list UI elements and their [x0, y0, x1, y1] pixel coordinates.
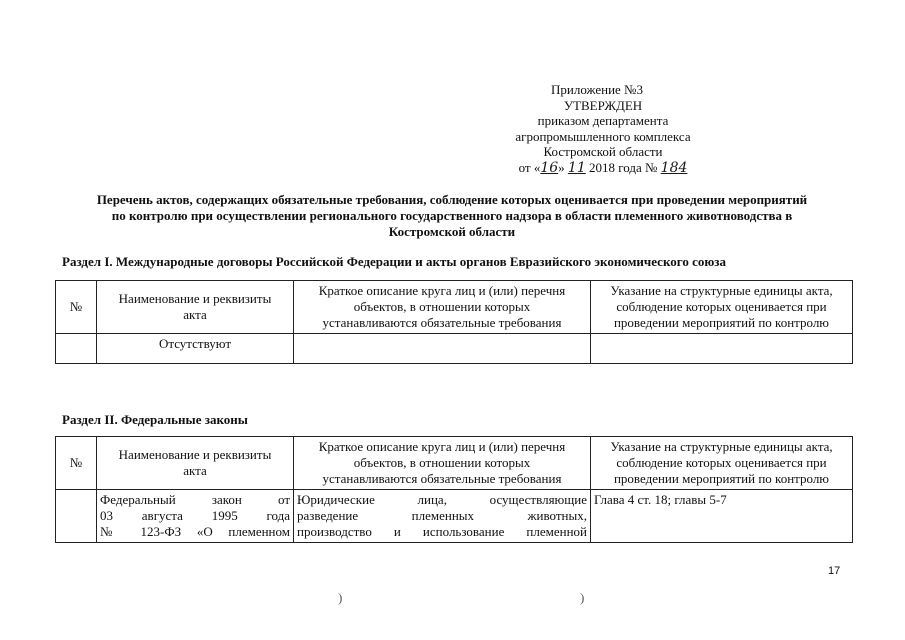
- cell-name: Отсутствуют: [97, 334, 294, 364]
- cell-desc-line-3: производство и использование племенной: [297, 524, 587, 539]
- cell-num: [56, 334, 97, 364]
- section-2-table: [55, 436, 853, 543]
- document-title: [62, 192, 842, 240]
- cell-num: [56, 490, 97, 543]
- header-desc-line-2: объектов, в отношении которых: [353, 455, 531, 470]
- order-line-2: агропромышленного комплекса: [515, 128, 691, 144]
- cell-name: [97, 490, 294, 543]
- handwritten-month: 11: [567, 159, 586, 176]
- title-line-3: Костромской области: [388, 224, 516, 239]
- header-units-line-3: проведении мероприятий по контролю: [613, 315, 830, 330]
- header-name: [97, 437, 294, 490]
- table-header-row: [56, 281, 853, 334]
- table-row: [56, 490, 853, 543]
- cell-name-line-1: Федеральный закон от: [100, 492, 290, 507]
- header-description: [294, 437, 591, 490]
- header-units-line-2: соблюдение которых оценивается при: [616, 299, 827, 314]
- handwritten-number: 184: [660, 159, 688, 176]
- header-name-line-2: акта: [183, 463, 207, 478]
- approval-block: [478, 82, 728, 176]
- header-desc-line-2: объектов, в отношении которых: [353, 299, 531, 314]
- approved-label: УТВЕРЖДЕН: [563, 97, 643, 113]
- table-header-row: [56, 437, 853, 490]
- header-desc-line-3: устанавливаются обязательные требования: [322, 471, 562, 486]
- cell-units: Глава 4 ст. 18; главы 5-7: [591, 490, 853, 543]
- header-units-line-1: Указание на структурные единицы акта,: [610, 439, 833, 454]
- header-name-line-1: Наименование и реквизиты: [118, 447, 272, 462]
- header-units-line-1: Указание на структурные единицы акта,: [610, 283, 833, 298]
- cell-name-line-2: 03 августа 1995 года: [100, 508, 290, 523]
- footer-mark-right: ): [580, 590, 585, 605]
- header-name-line-2: акта: [183, 307, 207, 322]
- year-text: 2018 года №: [589, 159, 658, 175]
- order-line-3: Костромской области: [543, 144, 663, 159]
- header-units: [591, 281, 853, 334]
- cell-desc-line-2: разведение племенных животных,: [297, 508, 587, 523]
- title-line-1: Перечень актов, содержащих обязательные требования, соблюдение которых оценивается при проведении мероприятий: [96, 192, 808, 207]
- header-units-line-2: соблюдение которых оценивается при: [616, 455, 827, 470]
- header-desc-line-3: устанавливаются обязательные требования: [322, 315, 562, 330]
- footer-mark-left: ): [338, 590, 343, 605]
- order-line-1: приказом департамента: [537, 113, 669, 128]
- title-line-2: по контролю при осуществлении регионального государственного надзора в области племенного животноводства в: [111, 208, 793, 223]
- cell-desc-line-1: Юридические лица, осуществляющие: [297, 492, 587, 507]
- date-prefix: от «: [518, 159, 541, 175]
- table-row: [56, 334, 853, 364]
- header-description: [294, 281, 591, 334]
- cell-description: [294, 334, 591, 364]
- header-desc-line-1: Краткое описание круга лиц и (или) перечня: [318, 283, 566, 298]
- header-num: №: [56, 437, 97, 490]
- header-name: [97, 281, 294, 334]
- section-1-title: Раздел I. Международные договоры Российской Федерации и акты органов Евразийского экономического союза: [62, 254, 727, 269]
- cell-units: [591, 334, 853, 364]
- appendix-label: Приложение №3: [551, 82, 643, 97]
- cell-name-line-3: № 123-ФЗ «О племенном: [100, 524, 290, 539]
- header-name-line-1: Наименование и реквизиты: [118, 291, 272, 306]
- header-units-line-3: проведении мероприятий по контролю: [613, 471, 830, 486]
- handwritten-day: 16: [540, 159, 559, 176]
- header-desc-line-1: Краткое описание круга лиц и (или) перечня: [318, 439, 566, 454]
- order-date-line: [478, 160, 728, 177]
- page-number: 17: [828, 565, 841, 577]
- section-2-title: Раздел II. Федеральные законы: [62, 412, 248, 427]
- date-mid: »: [558, 159, 565, 175]
- header-units: [591, 437, 853, 490]
- cell-description: [294, 490, 591, 543]
- header-num: №: [56, 281, 97, 334]
- section-1-table: [55, 280, 853, 364]
